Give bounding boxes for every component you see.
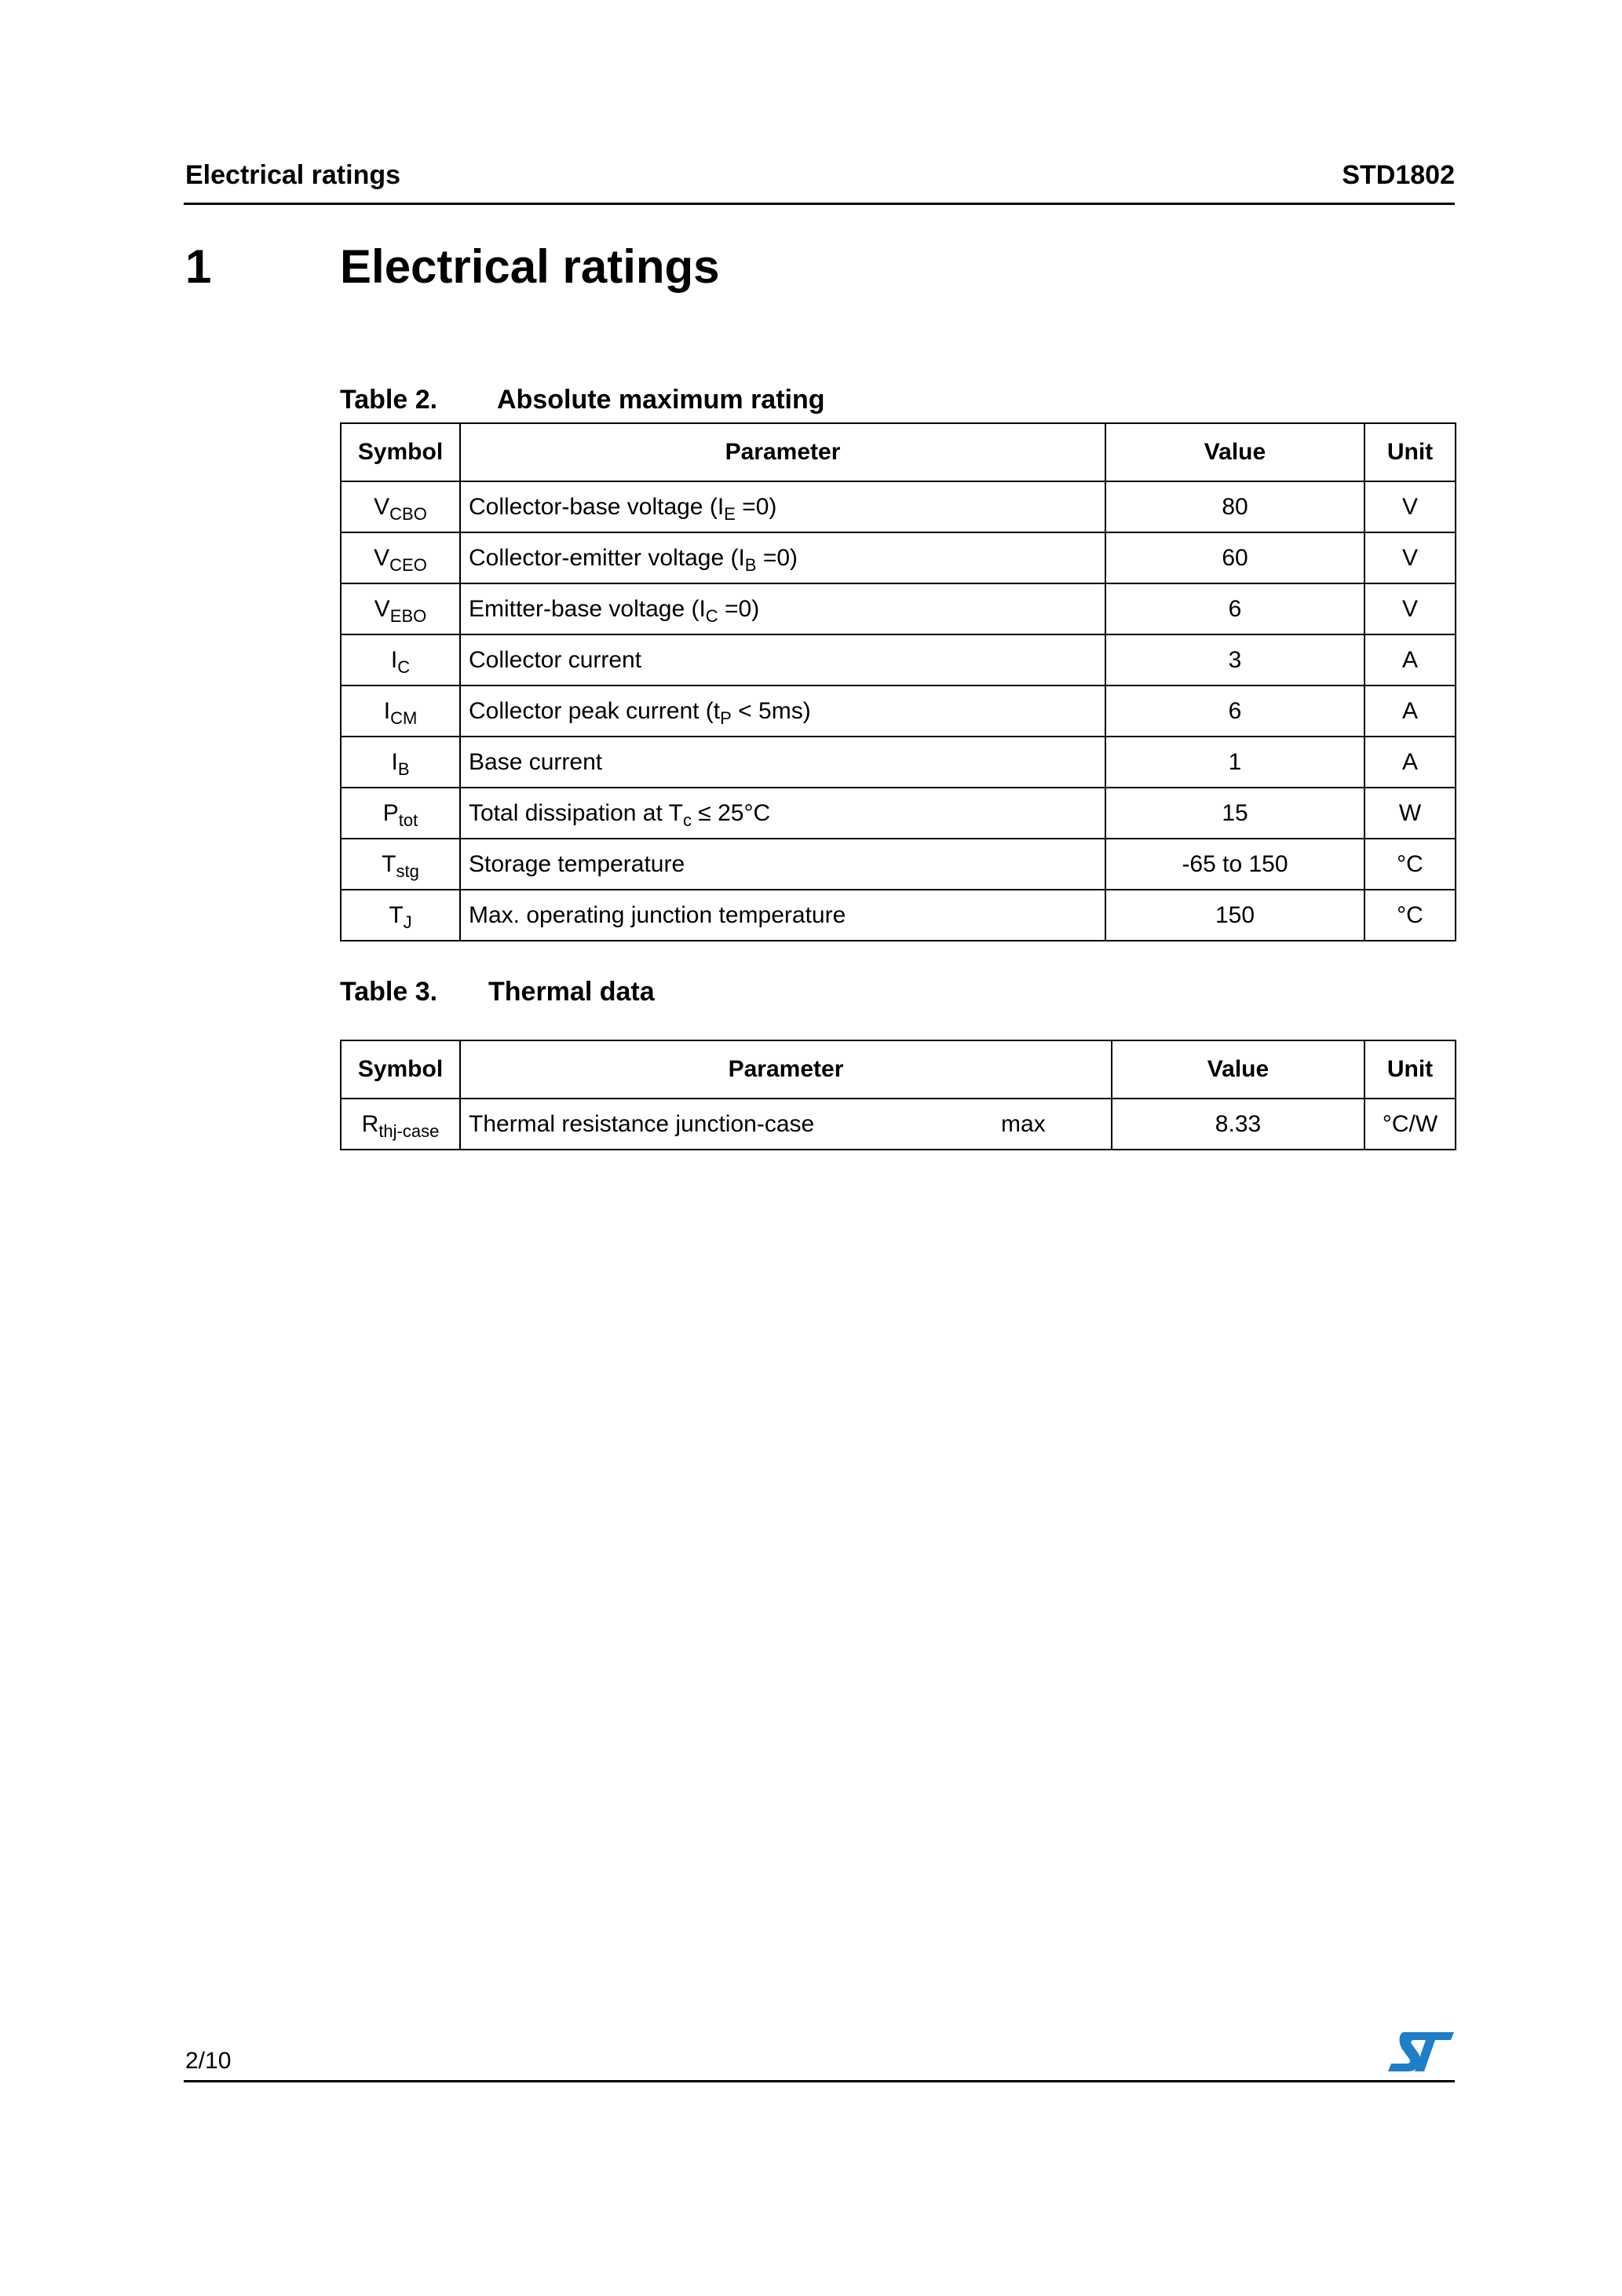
symbol-subscript: C xyxy=(397,656,411,677)
parameter-cell xyxy=(460,583,1105,634)
parameter-tail: ≤ 25°C xyxy=(691,799,771,826)
value-text: 15 xyxy=(1222,799,1248,826)
symbol-subscript: EBO xyxy=(389,605,427,626)
parameter-tail: =0) xyxy=(718,595,760,622)
symbol-cell xyxy=(341,737,460,788)
symbol-subscript: B xyxy=(397,759,410,779)
parameter-subscript: C xyxy=(705,605,718,626)
column-header: Value xyxy=(1112,1040,1364,1099)
value-text: 80 xyxy=(1222,493,1248,520)
table-row xyxy=(341,737,1456,788)
value-text: -65 to 150 xyxy=(1182,850,1288,877)
unit-text: V xyxy=(1401,595,1418,622)
parameter-cell xyxy=(460,532,1105,583)
unit-text: V xyxy=(1401,544,1418,571)
symbol-subscript: CM xyxy=(390,707,418,728)
table2-title: Absolute maximum rating xyxy=(497,385,825,415)
value-text: 6 xyxy=(1228,595,1242,622)
unit-text: A xyxy=(1401,697,1418,724)
unit-text: W xyxy=(1398,799,1422,826)
symbol-subscript: stg xyxy=(396,861,419,881)
symbol-subscript: thj-case xyxy=(378,1121,440,1141)
value-cell xyxy=(1105,583,1364,634)
column-header: Value xyxy=(1105,423,1364,481)
table-header-row xyxy=(341,1040,1456,1099)
parameter-subscript: B xyxy=(744,554,757,575)
symbol-cell xyxy=(341,583,460,634)
parameter-text: Collector-base voltage (I xyxy=(469,493,725,520)
symbol-letter: I xyxy=(383,697,391,724)
unit-text: °C xyxy=(1397,901,1423,928)
symbol-cell xyxy=(341,839,460,890)
symbol-letter: I xyxy=(390,646,398,673)
parameter-cell xyxy=(460,890,1105,941)
absolute-maximum-rating-table xyxy=(340,422,1456,941)
value-text: 6 xyxy=(1228,697,1242,724)
value-cell xyxy=(1105,839,1364,890)
table2-label: Table 2. xyxy=(340,385,438,415)
parameter-text: Thermal resistance junction-case xyxy=(469,1110,815,1137)
parameter-cell xyxy=(460,839,1105,890)
footer-rule xyxy=(184,2080,1455,2082)
column-header: Symbol xyxy=(341,1040,460,1099)
table-header-row xyxy=(341,423,1456,481)
symbol-letter: V xyxy=(374,595,390,622)
table-row xyxy=(341,583,1456,634)
column-header: Unit xyxy=(1364,1040,1456,1099)
thermal-data-table xyxy=(340,1040,1456,1150)
value-text: 1 xyxy=(1228,748,1242,775)
parameter-text: Total dissipation at T xyxy=(469,799,683,826)
parameter-text: Emitter-base voltage (I xyxy=(469,595,706,622)
running-header-section: Electrical ratings xyxy=(185,160,401,190)
parameter-subscript: P xyxy=(720,707,732,728)
value-cell xyxy=(1105,481,1364,532)
symbol-subscript: J xyxy=(403,912,412,932)
parameter-text: Storage temperature xyxy=(469,850,685,877)
unit-cell xyxy=(1364,634,1456,686)
unit-text: A xyxy=(1401,748,1418,775)
column-header: Parameter xyxy=(460,1040,1112,1099)
unit-cell xyxy=(1364,532,1456,583)
value-cell xyxy=(1105,890,1364,941)
symbol-cell xyxy=(341,532,460,583)
section-number: 1 xyxy=(185,240,212,293)
parameter-subscript: c xyxy=(682,810,692,830)
symbol-cell xyxy=(341,1099,460,1150)
table-row xyxy=(341,839,1456,890)
unit-text: A xyxy=(1401,646,1418,673)
parameter-subscript: E xyxy=(724,503,736,524)
unit-cell xyxy=(1364,583,1456,634)
table3-label: Table 3. xyxy=(340,977,438,1007)
symbol-letter: V xyxy=(374,493,390,520)
st-logo-icon xyxy=(1388,2031,1456,2073)
unit-cell xyxy=(1364,890,1456,941)
parameter-text: Base current xyxy=(469,748,603,775)
value-cell xyxy=(1105,634,1364,686)
parameter-tail: < 5ms) xyxy=(731,697,811,724)
value-text: 3 xyxy=(1228,646,1242,673)
table-row xyxy=(341,1099,1456,1150)
parameter-cell xyxy=(460,1099,1112,1150)
column-header: Symbol xyxy=(341,423,460,481)
symbol-cell xyxy=(341,890,460,941)
symbol-letter: T xyxy=(389,901,404,928)
parameter-cell xyxy=(460,686,1105,737)
table-row xyxy=(341,686,1456,737)
table-row xyxy=(341,481,1456,532)
symbol-letter: T xyxy=(382,850,396,877)
table-row xyxy=(341,532,1456,583)
parameter-qualifier: max xyxy=(1001,1110,1046,1137)
parameter-text: Collector-emitter voltage (I xyxy=(469,544,745,571)
symbol-subscript: tot xyxy=(398,810,418,830)
symbol-letter: V xyxy=(374,544,390,571)
parameter-text: Collector current xyxy=(469,646,642,673)
symbol-letter: I xyxy=(391,748,398,775)
symbol-letter: P xyxy=(382,799,399,826)
parameter-text: Collector peak current (t xyxy=(469,697,721,724)
value-text: 150 xyxy=(1215,901,1255,928)
value-cell xyxy=(1105,788,1364,839)
unit-text: °C/W xyxy=(1382,1110,1438,1137)
column-header: Parameter xyxy=(460,423,1105,481)
value-cell xyxy=(1105,686,1364,737)
parameter-cell xyxy=(460,481,1105,532)
header-rule xyxy=(184,203,1455,205)
unit-cell xyxy=(1364,481,1456,532)
table-row xyxy=(341,890,1456,941)
parameter-cell xyxy=(460,737,1105,788)
symbol-subscript: CEO xyxy=(389,554,427,575)
symbol-subscript: CBO xyxy=(389,503,427,524)
unit-cell xyxy=(1364,1099,1456,1150)
value-text: 60 xyxy=(1222,544,1248,571)
value-cell xyxy=(1105,737,1364,788)
unit-cell xyxy=(1364,686,1456,737)
value-text: 8.33 xyxy=(1215,1110,1262,1137)
symbol-cell xyxy=(341,788,460,839)
table-row xyxy=(341,788,1456,839)
symbol-cell xyxy=(341,634,460,686)
unit-text: °C xyxy=(1397,850,1423,877)
running-header-part-number: STD1802 xyxy=(1342,160,1455,190)
parameter-tail: =0) xyxy=(735,493,777,520)
table3-title: Thermal data xyxy=(488,977,655,1007)
unit-cell xyxy=(1364,839,1456,890)
parameter-text: Max. operating junction temperature xyxy=(469,901,846,928)
table-row xyxy=(341,634,1456,686)
value-cell xyxy=(1112,1099,1364,1150)
parameter-cell xyxy=(460,634,1105,686)
symbol-letter: R xyxy=(361,1110,379,1137)
unit-cell xyxy=(1364,737,1456,788)
symbol-cell xyxy=(341,481,460,532)
column-header: Unit xyxy=(1364,423,1456,481)
parameter-cell xyxy=(460,788,1105,839)
unit-text: V xyxy=(1401,493,1418,520)
page-number: 2/10 xyxy=(185,2048,232,2074)
parameter-tail: =0) xyxy=(756,544,798,571)
unit-cell xyxy=(1364,788,1456,839)
symbol-cell xyxy=(341,686,460,737)
section-title: Electrical ratings xyxy=(340,240,720,293)
value-cell xyxy=(1105,532,1364,583)
